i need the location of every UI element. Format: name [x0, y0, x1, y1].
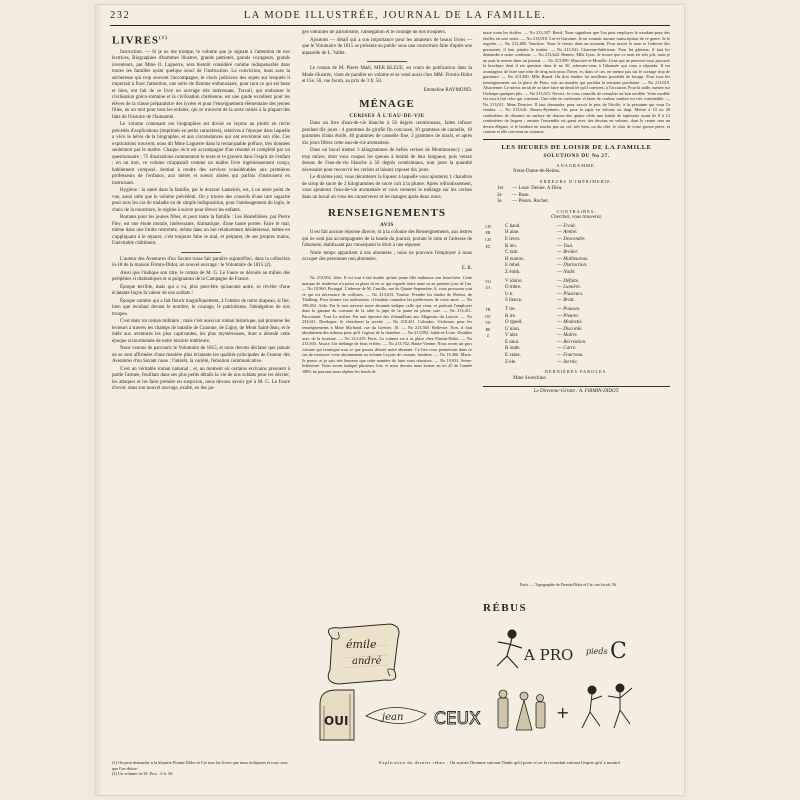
- contraires-group: [485, 223, 670, 277]
- signature: E. R.: [461, 265, 472, 271]
- header-rule: [110, 25, 670, 26]
- column-middle: [302, 30, 472, 592]
- vertical-word: TROUVEREZ: [485, 306, 491, 339]
- rebus-explanation-text: On suivait l'homme suivant l'habit qu'il porte et on le reconduit suivant l'esprit qu'il a montré.: [449, 760, 622, 765]
- section-title-livres: LIVRES$^{(1)}$: [112, 34, 168, 47]
- livres-paragraph: L'auteur des Aventures d'un Savant russe fait paraître aujourd'hui, dans la collection in-18 de la maison Firmin-Didot, un nouvel ouvrage : le Volontaire de 1815 (2).: [112, 256, 290, 269]
- running-header: [110, 10, 670, 24]
- list-item: H aine. — Amitié.: [505, 230, 578, 236]
- rebus-word-oui: OUI: [324, 714, 349, 728]
- rebus-explanation-label: Explication du dernier rébus :: [378, 760, 449, 765]
- anagramme-answer: Notre-Dame-de-Reims.: [513, 169, 561, 174]
- page-fold-shadow: [96, 5, 102, 795]
- errors-list: [497, 186, 670, 206]
- rebus-title: RÉBUS: [483, 602, 528, 614]
- rebus-word-c: C: [610, 639, 627, 664]
- list-item: V alet. — Maître.: [505, 333, 578, 339]
- signature: Emmeline RAYMOND.: [423, 87, 472, 93]
- rebus-word-ceux: CEUX: [434, 709, 481, 729]
- list-item: Z èle. — Inertie.: [505, 359, 578, 365]
- menage-paragraph: Dans un litre d'eau-de-vie blanche à 56 degrés centésimaux, faites infuser pendant dix jours : 4 grammes de girofle fin concassé, 10 grammes de cannelle, 10 grammes d'anis étoilé, 40 grammes de cannelle fine, 2 grammes de macis, et après dix jours filtrez cette eau-de-vie aromatisée.: [302, 121, 472, 146]
- rebus-word-andre: andré: [352, 656, 382, 667]
- column-livres: [112, 30, 290, 792]
- rebus-word-emile: émile: [346, 638, 377, 651]
- dancing-couple-icon: [582, 684, 632, 728]
- livres-paragraph: Époque terrible, mais qui a vu, plus peut-être qu'aucune autre, se révéler d'une éclatante façon la valeur de nos soldats !: [112, 284, 290, 297]
- list-item: E nnui. — Récréation.: [505, 339, 587, 345]
- column-right: [483, 30, 670, 592]
- footnote: (2) Un volume in-18. Prix : 3 fr. 50.: [112, 771, 174, 776]
- list-item: R onde. — Carré.: [505, 346, 577, 352]
- menage-subtitle: CERISES À L'EAU-DE-VIE: [349, 113, 425, 119]
- journal-title: LA MODE ILLUSTRÉE, JOURNAL DE LA FAMILLE.: [243, 10, 547, 21]
- list-item: C haud. — Froid.: [505, 223, 576, 229]
- vertical-word: CHERCHEZ: [485, 223, 491, 249]
- vertical-word: VOUS: [485, 278, 491, 291]
- anagramme-title: ANAGRAMME.: [556, 162, 597, 168]
- rebus-explanation: [330, 760, 670, 766]
- renseignements-subtitle: AVIS: [380, 222, 394, 228]
- rebus-word-plus: +: [556, 703, 570, 722]
- list-item: Z énith. — Nadir.: [505, 269, 576, 275]
- list-item: 2e — Rose.: [497, 192, 530, 198]
- list-item: U nion. — Discorde.: [505, 326, 583, 332]
- livres-paragraph: Ajoutons — détail qui a son importance pour les amateurs de beaux livres — que le Volontaire de 1815 se présente au public sous une couverture faite d'après une aquarelle de L. Vallet.: [302, 37, 472, 56]
- contraires-group: [485, 306, 670, 366]
- renseignements-paragraph: Notre temps appartient à nos abonnées ; nous ne pouvons l'employer à nous occuper des personnes non abonnées.: [302, 250, 472, 262]
- list-item: T ire. — Pousses.: [505, 306, 581, 312]
- section-title-renseignements: RENSEIGNEMENTS: [328, 207, 446, 219]
- contraires-title: CONTRAIRES.: [556, 208, 597, 214]
- list-item: 3e — Pleurs. Rocher.: [497, 199, 549, 205]
- derniers-title: DERNIÈRES PAROLES.: [544, 369, 609, 375]
- livres-paragraph: Nous venons de parcourir le Volontaire de 1815, et nous devons déclarer que jamais ne se sont affirmées d'une manière plus éclatante les qualités principales de l'auteur des Aventures d'un Savant russe : l'intérêt, la variété, l'émotion communicative.: [112, 346, 290, 365]
- list-item: E xtase. — Fourreau.: [505, 353, 584, 359]
- contraires-list: [505, 224, 670, 277]
- renseignements-answers: No 213,992. Jolie. Il est tout à fait inutile qu'une jeune fille embrasse son beau-frère. Cette marque de tendresse n'a point sa place ni en ce qui regarde notre amie ni au premier jour de l'an. — No 18,960. Portugal. L'adresse de M. Castillo, rue du Quatre-Septembre, 6, vous procurera tout ce qui est nécessaire de coiffures. — No 213,613. Tunisie. Prendre les études de Bertini, de Thalberg. Pour donner vos indications, il faudrait connaître les préférences de votre amie. — No 198,402. Aïda. Par le mot traverse notre abonnée indique celle qui vient, et partirait l'employer dans la gamme du costume de la robe la jupe de la jaune en pleine soie. — No 213,411. Parcourant. Tout Le métier. Par une épreuve des échantillons aux Magasins du Louvre. — No 234,611. Dordogne. Je chercherai la recette. — No 218,431. Calvados. S'adresser pour les renseignements à Mme Michaud, rue du Grenier, 18. — No 213,560. Bellevue. Non, il faut absolument des rideaux pour qu'il s'agisse de la chambre. — No 213,993. Sable-et-Loire. Doublez avec de la fourrure. — No 213,419. Paris. Le volume est à sa place chez Firmin-Didot. — No 213,945. Alsace. Un mélange de brun et bleu. — No 213,762. Haute-Vienne. Nous avons un gros volume qui renseigne tout ce que pourra désirer notre abonnée. Ce lien vous permettrait dans ce cas de retrouver votre abonnement au volume Leçons de couture, broderie. — No 19,460. Marie. Je pense, et je suis très heureux que cette manière de faire vous réussisse. — No 19,012. Seine-Inférieure. Nous avons indiqué plusieurs fois, et nous devons nous borner au no 45 de l'année 1889, ne pouvant nous répéter les fonds de: [302, 275, 472, 374]
- livres-paragraph: Hygiène : la santé dans la famille, par le docteur Lanteirès, est, à un autre point de vue, aussi utile que le volume précédent. On y trouve des conseils d'une rare sagacité pour tous les cas de maladie ou de simple indisposition, pour l'aménagement du logis, le choix de la nourriture, le régime à suivre pour élever les enfants.: [112, 188, 290, 213]
- list-item: O rgueil. — Modestie.: [505, 320, 583, 326]
- running-man-icon: [497, 630, 522, 668]
- section-title-loisir: LES HEURES DE LOISIR DE LA FAMILLE: [501, 143, 652, 151]
- livres-paragraph: Le volume contenant ces biographies est divisé en leçons au plutôt en récits précédés d'explications (imprimés en petits caractères), relatives à l'époque dans laquelle a vécu le héros de la biographie, et aux circonstances qui ont environné son rôle. Ces explications trouvent, nous dit Mme Laguerre dans la remarquable préface, très données seulement par le maître. Chaque récit est accompagné d'un résumé et complété par un questionnaire ; 75 illustrations commentent le texte et le gravent dans l'esprit de l'enfant ; en un mot, ce volume m'apparaît comme un maître livre ingénieusement conçu, habilement composé, destiné à rendre des services considérables aux premières professeurs de l'enfance, aux mères et soeurs aînées qui parfois s'instruisent en instruisant.: [112, 122, 290, 186]
- livres-paragraph: C'est donc un roman militaire ; mais c'est aussi un roman historique, qui promène les lecteurs à travers les champs de bataille de Craonne, de Ligny, de Mont Saint-Jean, et le mêle aux aventures les plus captivantes, les plus mystérieuses, dont a abondé cette époque si tourmentée de notre histoire intérieure.: [112, 319, 290, 344]
- section-divider: [181, 252, 221, 253]
- section-divider: [367, 61, 407, 62]
- livres-continuation: ges vibrantes de patriotisme, l'abnégation et le courage de nos troupiers.: [302, 30, 446, 35]
- errors-title: ERREURS D'IMPRIMERIE.: [540, 178, 613, 184]
- list-item: R ire. — Pleurer.: [505, 313, 580, 319]
- printer-imprint: Paris. — Typographie de Firmin-Didot et Cie, rue Jacob, 56.: [520, 582, 617, 587]
- scroll-icon: [328, 624, 399, 684]
- list-item: E mbel. — Distraction.: [505, 263, 588, 269]
- list-item: E lever. — Descendre.: [505, 236, 586, 242]
- section-rule: [483, 139, 670, 140]
- director-signature: Le Directeur-Gérant : A. FIRMIN-DIDOT.: [533, 389, 620, 395]
- livres-footnotes: [112, 760, 290, 777]
- solutions-title: SOLUTIONS DU No 27.: [543, 152, 610, 159]
- list-item: S ilence. — Bruit.: [505, 298, 575, 304]
- list-item: H eureux. — Malheureux.: [505, 256, 589, 262]
- livres-paragraph: Ainsi que l'indique son titre, le roman de M. G. Le Faure se déroule au milieu des péripéties si dramatiques et si poignantes de la Campagne de France.: [112, 270, 290, 283]
- list-item: U n. — Plusieurs.: [505, 291, 584, 297]
- renseignements-answers-continued: notre toute les étoffes. — No 213,337. Retrd. Nous signalons que l'on peut employer le mordant-pour des étoffes en soie noire. — No 213,918. Lot-et-Garonne. Je ne connais aucune transcription de ce genre. Je le regrette. — No 213,480. Vaucluse. Nous le ferons dans un moment. Pour savoir le nom et l'adresse des personnes, il faut joindre le timbre. — No 213,541. Charente-Inférieure. Pour les gâteaux, il faut les demander à notre confiseur. — No 213,622. Rennes. Mlle Lyon. Je trouve que ce nom est très joli, mais je ne puis le mettre dans un journal. — No 213,999. Mascotte-et-Moselle. Ceux qui ne peuvent vous procurer la brochure dont il est question dans le no 30, adressez-vous à l'abonnée qui vous a répondu. Il est avantageux de faire une robe de drap noir pour l'hiver, et, dans ce cas, ne mettez pas sur le corsage trop de garniture. — No 213,480. Mlle Buard. On doit étudier les meilleurs procédés de lavage. Pour tous les renseignements sur la place de Paris, voir au numéro qui paraîtra la semaine prochaine. — No 213,619. Alsacienne. Le mieux serait de se faire faire un deuil tel qu'il convient, à l'occasion. Pour la taille, mettez sur l'écharpe quelques plis. — No 213,021. Nevers. Je vous conseille de consulter un bon modèle. Votre modèle est tout à fait celui qui convient. Une robe en cachemire et laine de couleur sombre est très convenable. — No 213,011. Mme Dortrise. Il faut demander, pour savoir le prix de l'étoffe, à la personne qui vous l'a vendue. — No 213,641. Basses-Pyrénées. On pose le tapis en velours ou drap. Mettre à 10 ou 20 centimètres de distance en surface de chacun des quatre côtés une bande de tapisserie ayant de 8 à 12 centimètres de largeur ; ensuite l'ensemble est garni avec des dessins en velours, dont le centre sera un dessin élégant, si le bordure ne touche pas au col, très bien, ou du côté, le clair de votre grosse pièce, et comme et elle convient au costume.: [483, 30, 670, 134]
- contraires-list: [505, 279, 670, 305]
- list-item: C rain. — Broiler.: [505, 250, 579, 256]
- livres-paragraph: Instruction. — Si je ne me trompe, le volume que je signale à l'attention de nos lectrices, Biographies d'hommes illustres, grands patriotes, grands voyageurs, grands inventeurs, par Mme O. Laguerre, sera bientôt considéré comme indispensable dans toutes les familles ayant quelque souci de l'instruction. La conviction, mais sans la sécheresse qui trop souvent l'accompagne, le choix judicieux des sujets sur lesquels il importait à fixer l'attention, une sorte de flamme enthousiaste, pour tout ce qui est beau et bien, ont fait de ce livre un ouvrage très intéressant. Travail, qui embrasse la civilisation gréco-romaine et la civilisation chrétienne, est une guide excellent pour les élèves de la classe préparatoire des lycées et pour l'enseignement élémentaire des jeunes filles, en un mot pour tous les enfants, qui se trouvent de la sorte initiés à la plupart des faits de l'histoire de l'humanité.: [112, 49, 290, 120]
- page-number: 232: [110, 10, 131, 21]
- livres-paragraph: C'est un véritable roman national ; et, au moment où certains écrivains prennent à partie l'armée, fouillant dans ses plus petits détails la vie de nos soldats pour les décrier, les attaquer et les faire prendre en suspicion, nous devons savoir gré à M. G. Le Faure d'avoir, dans son nouvel ouvrage, exalté, en des pa-: [112, 366, 290, 392]
- section-title-menage: MÉNAGE: [359, 98, 415, 110]
- menage-paragraph: Le dixième jour, vous décanterez la liqueur à laquelle vous ajouterez 1 chaudron de sirop de sucre de 2 kilogrammes de sucre cuit à la plume. Après refroidissement, vous ajouterez l'eau-de-vie aromatisée et vous verserez le mélange sur les cerises dans un bocal où vous les conserverez et les mangez après deux mois.: [302, 175, 472, 200]
- contraires-hint: Cherchez, vous trouverez.: [550, 215, 603, 221]
- list-item: O mbre. — Lumière.: [505, 285, 581, 291]
- renseignements-paragraph: Il est fait aucune réponse directe, ni à la colonne des Renseignements, aux lettres qui ne sont pas accompagnées de la bande du journal, portant le nom et l'adresse de l'abonnée, établissant par conséquent le droit à une réponse.: [302, 230, 472, 248]
- rebus-word-jean: jean: [382, 712, 404, 723]
- couple-figures-icon: [498, 690, 545, 730]
- list-item: 1er — Loué. Denier. A Dieu.: [497, 186, 563, 191]
- contraires-list: [505, 307, 670, 366]
- livres-paragraph: Époque sombre qui a fait fleurir magnifiquement, à l'ombre de notre drapeau, si fier, bien que reculant devant le nombre, le courage, le patriotisme, l'abnégation de nos troupes.: [112, 298, 290, 317]
- list-item: R ien. — Tout.: [505, 243, 574, 249]
- section-rule: [483, 386, 670, 387]
- list-item: V idoire. — Défaite.: [505, 278, 580, 284]
- rebus-illustration: [302, 618, 672, 743]
- menage-paragraph: Dans un bocal mettez 3 kilogrammes de belles cerises de Montmorency ; pas trop mûres, dont vous coupez les queues à moitié de leur longueur, puis versez dessus de l'eau-de-vie blanche à 56 degrés centésimaux, tout juste la quantité nécessaire pour recouvrir les cerises et laissez reposer dix jours.: [302, 148, 472, 173]
- livres-paragraph: Le roman de M. Pierre Maël, MER BLEUE, en cours de publication dans la Mode illustrée, vient de paraître en volume et se vend aussi chez MM. Firmin-Didot et Cie, 56, rue Jacob, au prix de 3 fr. 50.: [302, 66, 472, 84]
- derniers-answer: Mme Swetchine.: [513, 375, 547, 381]
- contraires-group: [485, 278, 670, 305]
- rebus-word-pieds: pieds: [586, 647, 608, 656]
- rebus-word-a-pro: A PRO: [524, 646, 574, 664]
- livres-paragraph: Romans pour les jeunes filles, et pour toute la famille : Les Hostellières, par Pierre Fiey, est une étude morale, intéressante, dramatique, d'une haute portée. Faire le mal, même dans une limite restreinte, même dans un but relativement désintéressé, même en s'appliquant à le réparer, c'est toujours faire le mal, et préparer, de ses propres mains, l'inévitable châtiment.: [112, 215, 290, 247]
- footnote: (1) On peut demander à la librairie Firmin-Didot et Cie tous les livres que nous indiquons et tous ceux que l'on désire.: [112, 760, 288, 771]
